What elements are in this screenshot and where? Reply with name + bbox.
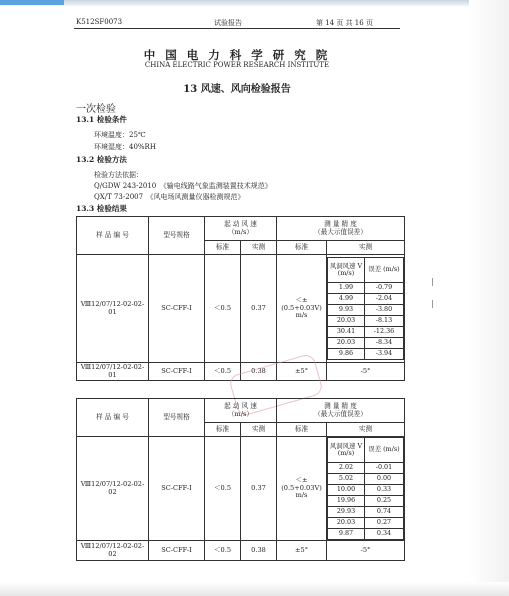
sample-number: Ⅷ12/07/12-02-02-01 [77,255,149,363]
error-value: 0.74 [365,507,404,518]
direction-standard: ±5° [277,541,327,561]
tunnel-speed-value: 10.00 [328,485,365,496]
tunnel-speed-value: 2.02 [328,463,365,474]
tunnel-speed-value: 1.99 [328,283,365,294]
tunnel-speed-value: 20.03 [328,316,365,327]
scan-top-edge [0,0,509,6]
start-measured: 0.37 [241,437,277,541]
header-measured: 实测 [327,423,405,437]
method-basis-label: 检验方法依据： [94,171,143,179]
start-standard: ＜0.5 [205,437,241,541]
tunnel-speed-value: 9.87 [328,529,365,540]
doc-number: K512SF0073 [76,18,123,26]
header-sample-no: 样 品 编 号 [77,217,149,255]
start-measured: 0.38 [241,363,277,381]
header-model: 型号规格 [149,217,205,255]
standard-1: Q/GDW 243-2010 《输电线路气象监测装置技术规范》 [94,182,272,190]
results-heading: 13.3 检验结果 [76,204,127,213]
method-heading: 13.2 检验方法 [76,155,127,164]
page-right-shadow [469,0,509,596]
error-value: -3.94 [365,349,404,360]
header-standard: 标准 [205,241,241,255]
tunnel-speed-value: 5.02 [328,474,365,485]
results-table-2 [76,398,405,561]
model-spec: SC-CFF-Ⅰ [149,255,205,363]
header-measured: 实测 [241,423,277,437]
error-value: -0.01 [365,463,404,474]
header-rule [74,28,400,29]
error-value: -3.80 [365,305,404,316]
header-sample-no: 样 品 编 号 [77,399,149,437]
scan-mark [432,300,433,308]
tunnel-speed-value: 20.03 [328,518,365,529]
temperature-text: 环境温度：25℃ [94,131,146,139]
error-value: 0.33 [365,485,404,496]
measurement-pairs [327,255,405,363]
institute-name-cn: 中 国 电 力 科 学 研 究 院 [143,48,331,62]
humidity-text: 环境湿度：40%RH [94,143,156,151]
tunnel-speed-value: 9.86 [328,349,365,360]
header-precision: 测 量 精 度 （最大示值误差） [277,217,405,241]
measurement-pairs [327,437,405,541]
error-value: -2.04 [365,294,404,305]
institute-name-en: CHINA ELECTRIC POWER RESEARCH INSTITUTE [144,61,330,69]
start-measured: 0.38 [241,541,277,561]
start-standard: ＜0.5 [205,255,241,363]
page-info: 第 14 页 共 16 页 [316,19,373,27]
header-standard: 标准 [277,241,327,255]
sample-number: Ⅷ12/07/12-02-02-01 [77,363,149,381]
error-value: 0.25 [365,496,404,507]
direction-standard: ±5° [277,363,327,381]
direction-measured: -5° [327,541,405,561]
tunnel-speed-header: 风洞风速 V (m/s) [328,438,365,463]
scan-mark [432,278,433,286]
doc-type: 试验报告 [214,19,242,27]
header-start-speed: 起 动 风 速 （m/s） [205,399,277,423]
precision-standard: ＜±(0.5+0.03V) m/s [277,255,327,363]
section-title: 一次检验 [76,104,116,115]
tunnel-speed-value: 30.41 [328,327,365,338]
error-header: 误差 (m/s) [365,258,404,283]
start-standard: ＜0.5 [205,363,241,381]
error-header: 误差 (m/s) [365,438,404,463]
error-value: 0.34 [365,529,404,540]
model-spec: SC-CFF-Ⅰ [149,437,205,541]
error-value: 0.00 [365,474,404,485]
model-spec: SC-CFF-Ⅰ [149,363,205,381]
header-measured: 实测 [327,241,405,255]
start-measured: 0.37 [241,255,277,363]
tunnel-speed-value: 20.03 [328,338,365,349]
page-bottom-shadow [0,582,509,596]
header-standard: 标准 [205,423,241,437]
error-value: 0.27 [365,518,404,529]
tunnel-speed-value: 19.96 [328,496,365,507]
results-table-1 [76,216,405,381]
report-title: 13 风速、风向检验报告 [183,84,291,95]
scan-corner-marker [0,0,64,5]
error-value: -0.79 [365,283,404,294]
tunnel-speed-value: 9.93 [328,305,365,316]
error-value: -8.34 [365,338,404,349]
direction-measured: -5° [327,363,405,381]
error-value: -12.36 [365,327,404,338]
header-standard: 标准 [277,423,327,437]
conditions-heading: 13.1 检验条件 [76,115,127,124]
header-model: 型号规格 [149,399,205,437]
error-value: -8.13 [365,316,404,327]
header-measured: 实测 [241,241,277,255]
precision-standard: ＜±(0.5+0.03V) m/s [277,437,327,541]
tunnel-speed-value: 4.99 [328,294,365,305]
model-spec: SC-CFF-Ⅰ [149,541,205,561]
start-standard: ＜0.5 [205,541,241,561]
standard-2: QX/T 73-2007 《风电场风测量仪器检测规范》 [94,193,245,201]
header-start-speed: 起 动 风 速 （m/s） [205,217,277,241]
tunnel-speed-value: 29.93 [328,507,365,518]
sample-number: Ⅷ12/07/12-02-02-02 [77,437,149,541]
tunnel-speed-header: 风洞风速 V (m/s) [328,258,365,283]
header-precision: 测 量 精 度 （最大示值误差） [277,399,405,423]
sample-number: Ⅷ12/07/12-02-02-02 [77,541,149,561]
